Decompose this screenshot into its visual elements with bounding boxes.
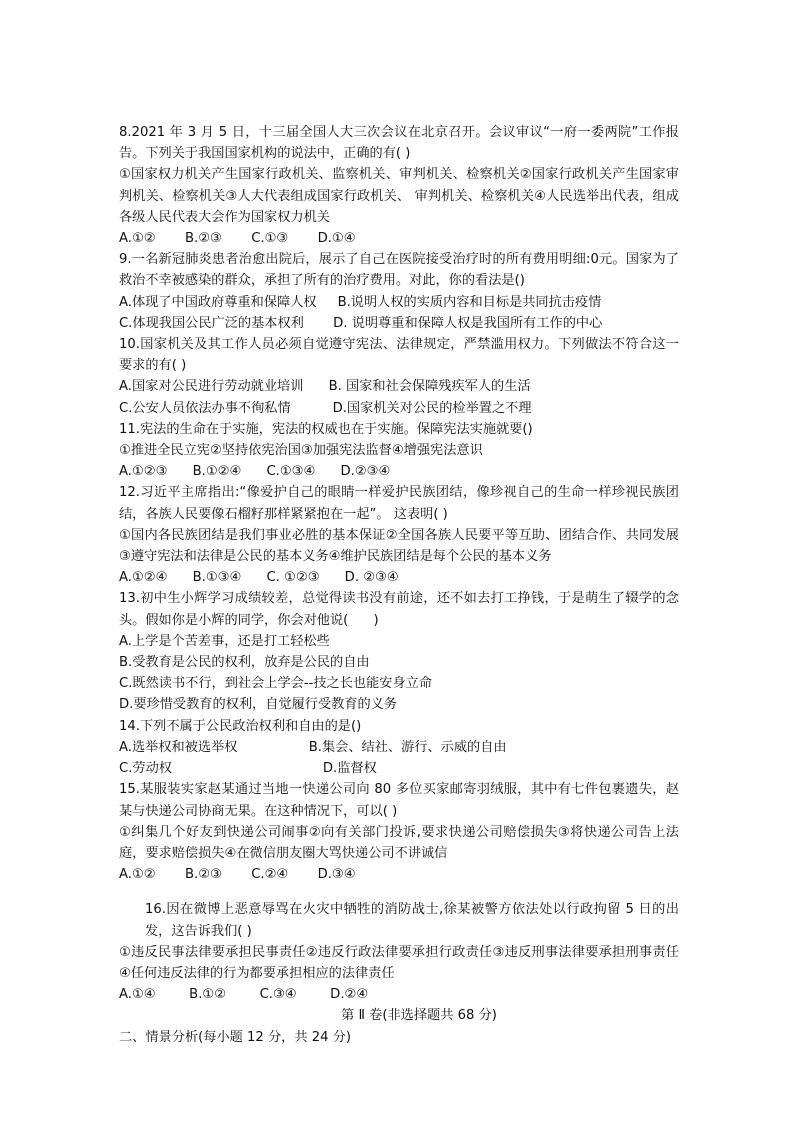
question-16 <box>119 899 679 1005</box>
question-11 <box>119 419 679 483</box>
question-13 <box>119 588 679 715</box>
question-option-row: A.选举权和被选举权 B.集会、结社、游行、示威的自由 <box>119 739 507 755</box>
question-statements: ①纠集几个好友到快递公司闹事②向有关部门投诉,要求快递公司赔偿损失③将快递公司告上法庭，要求赔偿损失④在微信朋友圈大骂快递公司不讲诚信 <box>119 824 679 861</box>
question-option: C.既然读书不行，到社会上学会--技之长也能安身立命 <box>119 676 433 692</box>
question-options: A.①②③ B.①②④ C.①③④ D.②③④ <box>119 464 391 480</box>
question-option: B.受教育是公民的权利，放弃是公民的自由 <box>119 655 370 671</box>
exam-content <box>119 122 679 1048</box>
question-stem: 16.因在微博上恶意辱骂在火灾中牺牲的消防战士,徐某被警方依法处以行政拘留 5 日的出发，这告诉我们( ) <box>145 902 679 939</box>
question-statements: ①国内各民族团结是我们事业必胜的基本保证②全国各族人民要平等互助、团结合作、共同发展③遵守宪法和法律是公民的基本义务④维护民族团结是每个公民的基本义务 <box>119 527 679 565</box>
question-stem: 12.习近平主席指出:“像爱护自己的眼睛一样爱护民族团结，像珍视自己的生命一样珍视民族团结，各族人民要像石榴籽那样紧紧抱在一起”。 这表明( ) <box>119 485 679 522</box>
question-options: A.①②④ B.①③④ C. ①②③ D. ②③④ <box>119 570 399 586</box>
question-option-row: C.公安人员依法办事不徇私情 D.国家机关对公民的检举置之不理 <box>119 400 532 416</box>
question-15 <box>119 779 679 885</box>
question-9 <box>119 249 679 334</box>
question-stem: 10.国家机关及其工作人员必须自觉遵守宪法、法律规定，严禁滥用权力。下列做法不符合这一要求的有( ) <box>119 337 679 374</box>
question-option-row: A.国家对公民进行劳动就业培训 B. 国家和社会保障残疾军人的生活 <box>119 379 531 395</box>
question-option-row: C.劳动权 D.监督权 <box>119 761 377 777</box>
question-option: D.要珍惜受教育的权利，自觉履行受教育的义务 <box>119 697 398 713</box>
question-options: A.①② B.②③ C.②④ D.③④ <box>119 867 356 883</box>
question-10 <box>119 334 679 419</box>
question-12 <box>119 482 679 588</box>
question-14 <box>119 716 679 780</box>
section-two-title: 二、情景分析(每小题 12 分，共 24 分) <box>119 1029 352 1045</box>
question-option-row: C.体现我国公民广泛的基本权利 D. 说明尊重和保障人权是我国所有工作的中心 <box>119 315 603 331</box>
question-stem: 8.2021 年 3 月 5 日，十三届全国人大三次会议在北京召开。会议审议“一府一委两院”工作报告。下列关于我国国家机构的说法中，正确的有( ) <box>119 125 679 162</box>
question-options: A.①② B.②③ C.①③ D.①④ <box>119 231 356 247</box>
question-options: A.①④ B.①② C.③④ D.②④ <box>119 987 369 1003</box>
question-stem: 14.下列不属于公民政治权利和自由的是() <box>119 718 362 734</box>
spacer <box>119 885 679 899</box>
question-option-row: A.体现了中国政府尊重和保障人权 B.说明人权的实质内容和目标是共同抗击疫情 <box>119 294 602 310</box>
question-8 <box>119 122 679 249</box>
question-stem: 15.某服装实家赵某通过当地一快递公司向 80 多位买家邮寄羽绒服，其中有七件包裹遗失，赵某与快递公司协商无果。在这种情况下，可以( ) <box>119 782 679 819</box>
question-option: A.上学是个苦差事，还是打工轻松些 <box>119 633 330 649</box>
question-statements: ①违反民事法律要承担民事责任②违反行政法律要承担行政责任③违反刑事法律要承担刑事责任④任何违反法律的行为都要承担相应的法律责任 <box>119 944 679 981</box>
question-stem: 9.一名新冠肺炎患者治愈出院后，展示了自己在医院接受治疗时的所有费用明细:0元。国家为了救治不幸被感染的群众，承担了所有的治疗费用。对此，你的看法是() <box>119 252 679 289</box>
question-statements: ①国家权力机关产生国家行政机关、监察机关、审判机关、检察机关②国家行政机关产生国家审判机关、检察机关③人大代表组成国家行政机关、 审判机关、检察机关④人民选举出代表，组成各级人民代表大会作为国家权力机关 <box>119 167 679 225</box>
question-statements: ①推进全民立宪②坚持依宪治国③加强宪法监督④增强宪法意识 <box>119 443 483 459</box>
question-stem: 11.宪法的生命在于实施，宪法的权威也在于实施。保障宪法实施就要() <box>119 421 533 437</box>
part-two-title: 第 Ⅱ 卷(非选择题共 68 分) <box>341 1008 497 1024</box>
question-stem: 13.初中生小辉学习成绩较差，总觉得读书没有前途，还不如去打工挣钱，于是萌生了辍学的念头。假如你是小辉的同学，你会对他说( ) <box>119 591 679 628</box>
